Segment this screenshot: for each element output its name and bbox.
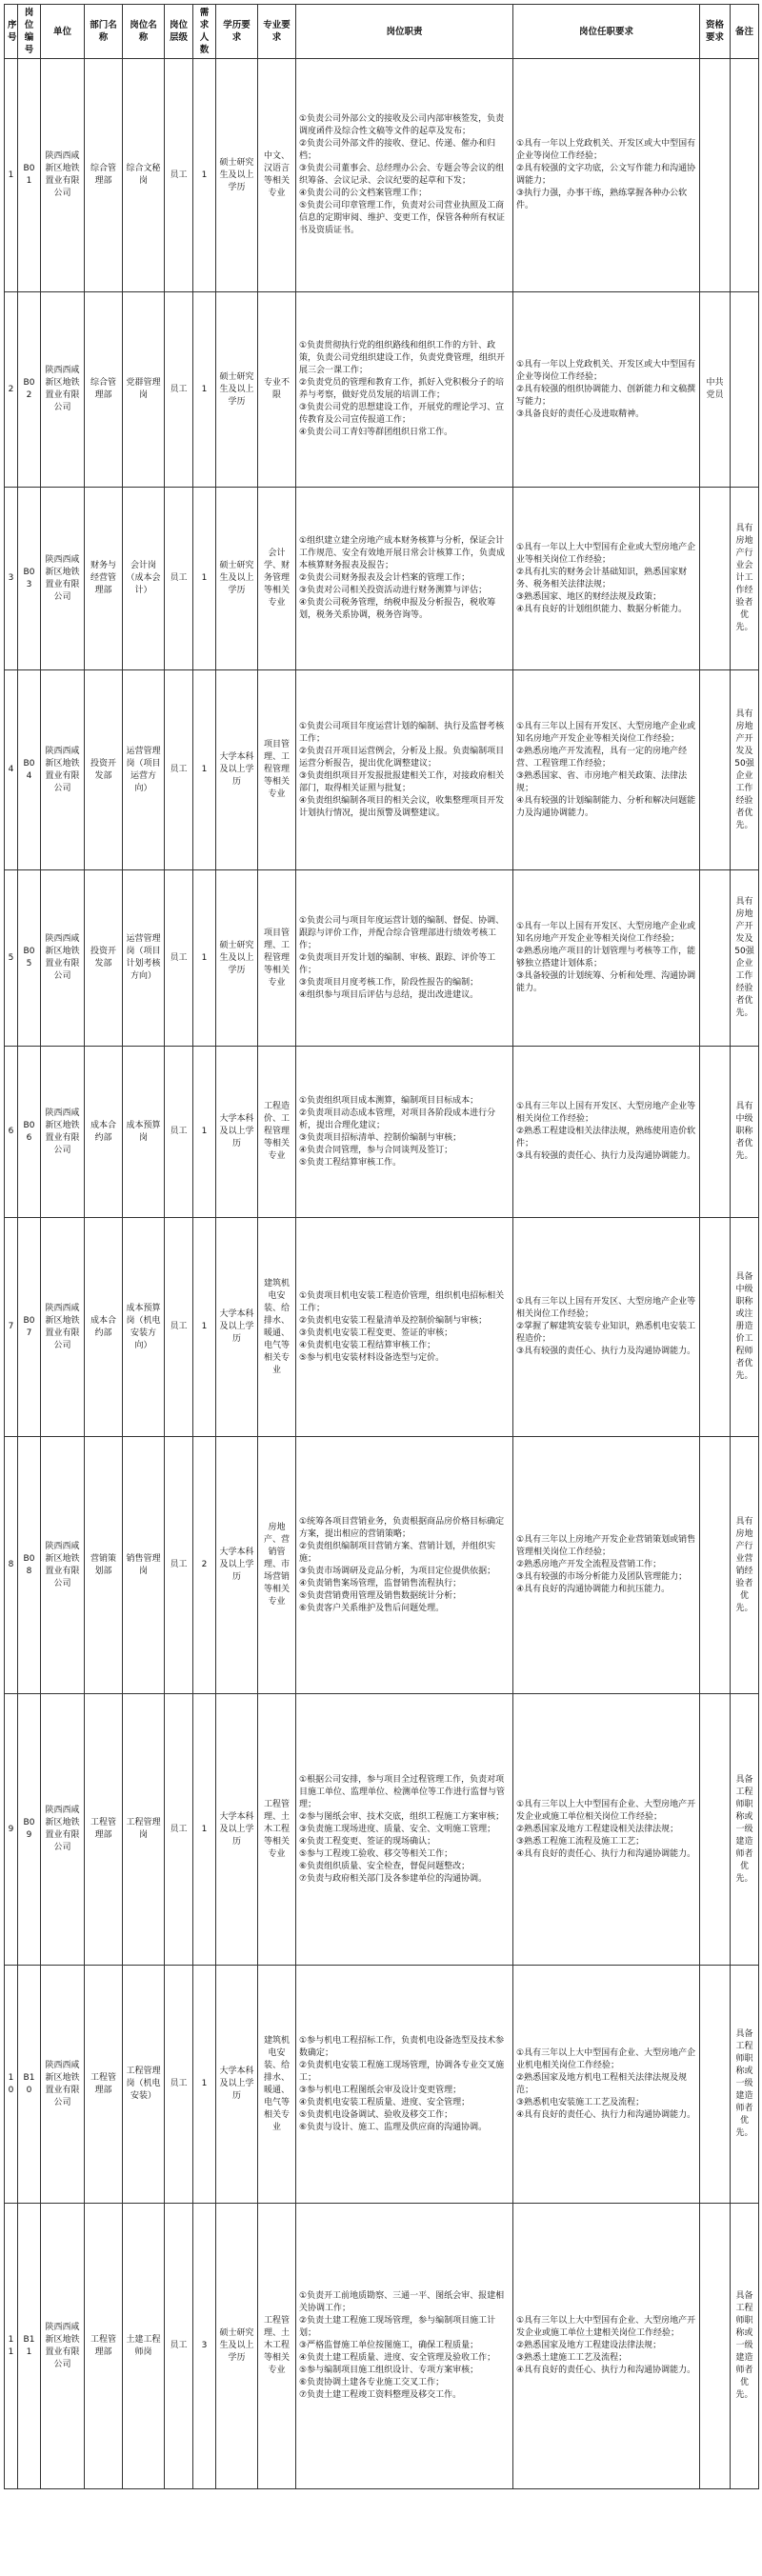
cell-level: 员工 <box>165 1694 193 1966</box>
cell-code: B10 <box>18 1966 41 2204</box>
cell-cert <box>700 670 731 870</box>
cell-code: B04 <box>18 670 41 870</box>
cell-edu: 硕士研究生及以上学历 <box>216 59 258 292</box>
cell-unit: 陕西西咸新区地铁置业有限公司 <box>41 292 85 488</box>
cell-seq: 9 <box>5 1694 18 1966</box>
cell-post: 工程管理岗（机电安装） <box>123 1966 165 2204</box>
cell-cert <box>700 870 731 1047</box>
cell-unit: 陕西西咸新区地铁置业有限公司 <box>41 1966 85 2204</box>
cell-cert <box>700 488 731 670</box>
cell-dept: 投资开发部 <box>85 670 123 870</box>
cell-qual: ①具有一年以上大中型国有企业或大型房地产企业等相关岗位工作经验； ②具有扎实的财务会计基础知识，熟悉国家财务、税务相关法律法规； ③熟悉国家、地区的财经法规及政策； ④具有良好的计划组织能力、数据分析能力。 <box>513 488 700 670</box>
cell-num: 1 <box>193 292 216 488</box>
cell-code: B11 <box>18 2204 41 2489</box>
cell-note: 具有房地产行业营销经验者优先。 <box>731 1437 759 1694</box>
cell-level: 员工 <box>165 670 193 870</box>
cell-post: 销售管理岗 <box>123 1437 165 1694</box>
cell-note: 具备工程师职称或一级建造师者优先。 <box>731 1694 759 1966</box>
cell-cert <box>700 1966 731 2204</box>
cell-duty: ①参与机电工程招标工作，负责机电设备选型及技术参数确定； ②负责机电安装工程施工现场管理，协调各专业交叉施工； ③参与机电工程图纸会审及设计变更管理； ④负责机电安装工程质量、进度、安全管理； ⑤负责机电设备调试、验收及移交工作； ⑥负责与设计、施工、监理及供应商的沟通协调。 <box>296 1966 513 2204</box>
header-duty: 岗位职责 <box>296 5 513 59</box>
cell-qual: ①具有三年以上大中型国有企业、大型房地产企业机电相关岗位工作经验； ②熟悉国家及地方机电工程相关法律法规及规范； ③熟悉机电安装施工工艺及流程； ④具有良好的责任心、执行力和沟通协调能力。 <box>513 1966 700 2204</box>
cell-major: 建筑机电安装、给排水、暖通、电气等相关专业 <box>258 1218 296 1437</box>
cell-seq: 2 <box>5 292 18 488</box>
cell-unit: 陕西西咸新区地铁置业有限公司 <box>41 1047 85 1218</box>
cell-level: 员工 <box>165 1047 193 1218</box>
cell-qual: ①具有一年以上党政机关、开发区或大中型国有企业等岗位工作经验； ②具有较强的文字功底，公文写作能力和沟通协调能力； ③执行力强，办事干练，熟练掌握各种办公软件。 <box>513 59 700 292</box>
cell-code: B02 <box>18 292 41 488</box>
cell-dept: 综合管理部 <box>85 59 123 292</box>
cell-num: 3 <box>193 2204 216 2489</box>
cell-qual: ①具有三年以上国有开发区、大型房地产企业等相关岗位工作经验； ②掌握了解建筑安装专业知识，熟悉机电安装工程造价； ③具有较强的责任心、执行力及沟通协调能力。 <box>513 1218 700 1437</box>
cell-dept: 营销策划部 <box>85 1437 123 1694</box>
cell-seq: 7 <box>5 1218 18 1437</box>
cell-post: 综合文秘岗 <box>123 59 165 292</box>
cell-edu: 大学本科及以上学历 <box>216 670 258 870</box>
cell-seq: 4 <box>5 670 18 870</box>
cell-duty: ①负责项目机电安装工程造价管理，组织机电招标相关工作； ②负责机电安装工程量清单及控制价编制与审核； ③负责机电安装工程变更、签证的审核； ④负责机电安装工程结算审核工作； ⑤参与机电安装材料设备选型与定价。 <box>296 1218 513 1437</box>
cell-duty: ①负责公司与项目年度运营计划的编制、督促、协调、跟踪与评价工作，并配合综合管理部进行绩效考核工作； ②负责项目开发计划的编制、审核、跟踪、评价等工作； ③负责项目月度考核工作，阶段性报告的编制； ④组织参与项目后评估与总结，提出改进建议。 <box>296 870 513 1047</box>
cell-cert <box>700 1047 731 1218</box>
cell-unit: 陕西西咸新区地铁置业有限公司 <box>41 870 85 1047</box>
cell-note <box>731 59 759 292</box>
table-row <box>5 1694 759 1966</box>
cell-edu: 大学本科及以上学历 <box>216 1047 258 1218</box>
cell-level: 员工 <box>165 2204 193 2489</box>
cell-num: 1 <box>193 1218 216 1437</box>
cell-cert: 中共党员 <box>700 292 731 488</box>
cell-code: B06 <box>18 1047 41 1218</box>
cell-duty: ①负责组织项目成本测算，编制项目目标成本； ②负责项目动态成本管理，对项目各阶段成本进行分析，提出合理化建议； ③负责项目招标清单、控制价编制与审核； ④负责合同管理，参与合同谈判及签订； ⑤负责工程结算审核工作。 <box>296 1047 513 1218</box>
cell-dept: 成本合约部 <box>85 1047 123 1218</box>
cell-post: 土建工程师岗 <box>123 2204 165 2489</box>
table-row <box>5 488 759 670</box>
cell-edu: 大学本科及以上学历 <box>216 1218 258 1437</box>
cell-post: 成本预算岗 <box>123 1047 165 1218</box>
cell-num: 1 <box>193 488 216 670</box>
cell-seq: 6 <box>5 1047 18 1218</box>
cell-qual: ①具有三年以上国有开发区、大型房地产企业等相关岗位工作经验； ②熟悉工程建设相关法律法规，熟练使用造价软件； ③具有较强的责任心、执行力及沟通协调能力。 <box>513 1047 700 1218</box>
cell-note: 具备工程师职称或一级建造师者优先。 <box>731 2204 759 2489</box>
header-unit: 单位 <box>41 5 85 59</box>
cell-post: 党群管理岗 <box>123 292 165 488</box>
cell-duty: ①根据公司安排，参与项目全过程管理工作，负责对项目施工单位、监理单位、检测单位等工作进行监督与管理； ②参与图纸会审、技术交底，组织工程施工方案审核； ③负责施工现场进度、质量、安全、文明施工管理； ④负责工程变更、签证的现场确认； ⑤参与工程竣工验收、移交等相关工作； ⑥负责组织质量、安全检查，督促问题整改； ⑦负责与政府相关部门及各参建单位的沟通协调。 <box>296 1694 513 1966</box>
cell-note <box>731 292 759 488</box>
cell-num: 2 <box>193 1437 216 1694</box>
header-major: 专业要求 <box>258 5 296 59</box>
cell-level: 员工 <box>165 59 193 292</box>
cell-unit: 陕西西咸新区地铁置业有限公司 <box>41 2204 85 2489</box>
header-qual: 岗位任职要求 <box>513 5 700 59</box>
cell-unit: 陕西西咸新区地铁置业有限公司 <box>41 1437 85 1694</box>
cell-post: 成本预算岗（机电安装方向） <box>123 1218 165 1437</box>
cell-major: 工程造价、工程管理等相关专业 <box>258 1047 296 1218</box>
cell-edu: 硕士研究生及以上学历 <box>216 2204 258 2489</box>
cell-level: 员工 <box>165 1437 193 1694</box>
header-cert: 资格要求 <box>700 5 731 59</box>
cell-edu: 硕士研究生及以上学历 <box>216 870 258 1047</box>
cell-code: B08 <box>18 1437 41 1694</box>
table-row <box>5 1218 759 1437</box>
cell-major: 专业不限 <box>258 292 296 488</box>
table-row <box>5 292 759 488</box>
cell-unit: 陕西西咸新区地铁置业有限公司 <box>41 670 85 870</box>
cell-edu: 大学本科及以上学历 <box>216 1966 258 2204</box>
table-row <box>5 1047 759 1218</box>
cell-duty: ①负责贯彻执行党的组织路线和组织工作的方针、政策，负责公司党组织建设工作，负责党费管理，组织开展三会一课工作； ②负责党员的管理和教育工作，抓好入党积极分子的培养与考察，做好党员发展的培训工作； ③负责公司党的思想建设工作，开展党的理论学习、宣传教育及公司宣传报道工作； ④负责公司工青妇等群团组织日常工作。 <box>296 292 513 488</box>
cell-major: 工程管理、土木工程等相关专业 <box>258 1694 296 1966</box>
cell-code: B09 <box>18 1694 41 1966</box>
cell-post: 会计岗（成本会计） <box>123 488 165 670</box>
cell-seq: 11 <box>5 2204 18 2489</box>
cell-post: 工程管理岗 <box>123 1694 165 1966</box>
table-row <box>5 1966 759 2204</box>
cell-post: 运营管理岗（项目运营方向） <box>123 670 165 870</box>
cell-seq: 3 <box>5 488 18 670</box>
cell-duty: ①统筹各项目营销业务，负责根据商品房价格目标确定方案，提出相应的营销策略； ②负责组织编制项目营销方案、营销计划，并组织实施； ③负责市场调研及竞品分析，为项目定位提供依据； ④负责销售案场管理，监督销售流程执行； ⑤负责营销费用管理及销售数据统计分析； ⑥负责客户关系维护及售后问题处理。 <box>296 1437 513 1694</box>
cell-edu: 大学本科及以上学历 <box>216 1437 258 1694</box>
cell-code: B03 <box>18 488 41 670</box>
header-seq: 序号 <box>5 5 18 59</box>
cell-qual: ①具有三年以上国有开发区、大型房地产企业或知名房地产开发企业等相关岗位工作经验； ②熟悉房地产开发流程，具有一定的房地产经营、工程管理工作经验； ③熟悉国家、省、市房地产相关政策、法律法规； ④具有较强的计划编制能力、分析和解决问题能力及沟通协调能力。 <box>513 670 700 870</box>
cell-dept: 财务与经营管理部 <box>85 488 123 670</box>
cell-num: 1 <box>193 1694 216 1966</box>
table-header-row <box>5 5 759 59</box>
header-code: 岗位编号 <box>18 5 41 59</box>
header-note: 备注 <box>731 5 759 59</box>
cell-qual: ①具有一年以上国有开发区、大型房地产企业或知名房地产开发企业等相关岗位工作经验； ②熟悉房地产项目的计划管理与考核等工作，能够独立搭建计划体系； ③具备较强的计划统筹、分析和处理、沟通协调能力。 <box>513 870 700 1047</box>
cell-unit: 陕西西咸新区地铁置业有限公司 <box>41 59 85 292</box>
header-dept: 部门名称 <box>85 5 123 59</box>
cell-level: 员工 <box>165 488 193 670</box>
table-row <box>5 1437 759 1694</box>
recruitment-table <box>4 4 759 2489</box>
cell-seq: 1 <box>5 59 18 292</box>
cell-dept: 综合管理部 <box>85 292 123 488</box>
header-num: 需求人数 <box>193 5 216 59</box>
cell-dept: 投资开发部 <box>85 870 123 1047</box>
cell-cert <box>700 1218 731 1437</box>
cell-dept: 工程管理部 <box>85 1966 123 2204</box>
table-row <box>5 670 759 870</box>
cell-num: 1 <box>193 1966 216 2204</box>
cell-dept: 工程管理部 <box>85 2204 123 2489</box>
cell-unit: 陕西西咸新区地铁置业有限公司 <box>41 1694 85 1966</box>
table-row <box>5 59 759 292</box>
cell-qual: ①具有三年以上大中型国有企业、大型房地产开发企业或施工单位土建相关岗位工作经验； ②熟悉国家及地方工程建设法律法规； ③熟悉土建施工工艺及流程； ④具有良好的责任心、执行力和沟通协调能力。 <box>513 2204 700 2489</box>
cell-note: 具备工程师职称或一级建造师者优先。 <box>731 1966 759 2204</box>
cell-code: B07 <box>18 1218 41 1437</box>
cell-duty: ①组织建立建全房地产成本财务核算与分析，保证会计工作规范、安全有效地开展日常会计核算工作，负责成本核算财务报表及报告； ②负责公司财务报表及会计档案的管理工作； ③负责对公司相关投资活动进行财务测算与评估； ④负责公司税务管理，纳税申报及分析报告，税收筹划，税务关系协调，税务咨询等。 <box>296 488 513 670</box>
cell-code: B01 <box>18 59 41 292</box>
cell-cert <box>700 1694 731 1966</box>
cell-duty: ①负责开工前地质勘察、三通一平、图纸会审、报建相关协调工作； ②负责土建工程施工现场管理，参与编制项目施工计划； ③严格监督施工单位按图施工，确保工程质量； ④负责土建工程质量、进度、安全管理及验收工作； ⑤参与编制项目施工组织设计、专项方案审核； ⑥负责协调土建各专业施工交叉工作； ⑦负责土建工程竣工资料整理及移交工作。 <box>296 2204 513 2489</box>
cell-major: 会计学、财务管理等相关专业 <box>258 488 296 670</box>
cell-seq: 8 <box>5 1437 18 1694</box>
cell-seq: 5 <box>5 870 18 1047</box>
cell-dept: 工程管理部 <box>85 1694 123 1966</box>
cell-num: 1 <box>193 1047 216 1218</box>
cell-major: 工程管理、土木工程等相关专业 <box>258 2204 296 2489</box>
cell-num: 1 <box>193 870 216 1047</box>
cell-level: 员工 <box>165 870 193 1047</box>
cell-cert <box>700 2204 731 2489</box>
header-level: 岗位层级 <box>165 5 193 59</box>
cell-level: 员工 <box>165 1218 193 1437</box>
cell-unit: 陕西西咸新区地铁置业有限公司 <box>41 1218 85 1437</box>
cell-note: 具有房地产开发及50强企业工作经验者优先。 <box>731 870 759 1047</box>
cell-note: 具备中级职称或注册造价工程师者优先。 <box>731 1218 759 1437</box>
cell-level: 员工 <box>165 292 193 488</box>
cell-qual: ①具有三年以上大中型国有企业、大型房地产开发企业或施工单位相关岗位工作经验； ②熟悉国家及地方工程建设相关法律法规； ③熟悉工程施工流程及施工工艺； ④具有良好的责任心、执行力和沟通协调能力。 <box>513 1694 700 1966</box>
cell-edu: 硕士研究生及以上学历 <box>216 488 258 670</box>
cell-qual: ①具有三年以上房地产开发企业营销策划或销售管理相关岗位工作经验； ②熟悉房地产开发全流程及营销工作； ③具有较强的市场分析能力及团队管理能力； ④具有良好的沟通协调能力和抗压能力。 <box>513 1437 700 1694</box>
cell-duty: ①负责公司项目年度运营计划的编制、执行及监督考核工作； ②负责召开项目运营例会，分析及上报。负责编制项目运营分析报告，提出优化调整建议； ③负责组织项目开发报批报建相关工作，对接政府相关部门，取得相关证照与批复； ④负责组织编制各项目的相关会议，收集整理项目开发计划执行情况，提出预警及调整建议。 <box>296 670 513 870</box>
table-row <box>5 870 759 1047</box>
cell-edu: 硕士研究生及以上学历 <box>216 292 258 488</box>
cell-major: 项目管理、工程管理等相关专业 <box>258 670 296 870</box>
cell-code: B05 <box>18 870 41 1047</box>
cell-major: 中文、汉语言等相关专业 <box>258 59 296 292</box>
cell-major: 房地产、营销管理、市场营销等相关专业 <box>258 1437 296 1694</box>
cell-seq: 10 <box>5 1966 18 2204</box>
table-row <box>5 2204 759 2489</box>
cell-num: 1 <box>193 670 216 870</box>
cell-duty: ①负责公司外部公文的接收及公司内部审核签发，负责调度函件及综合性文稿等文件的起草及发布； ②负责公司外部文件的接收、登记、传递、催办和归档； ③负责公司董事会、总经理办公会、专题会等会议的组织筹备、会议记录、会议纪要的起草和下发； ④负责公司的公文档案管理工作； ⑤负责公司印章管理工作，负责对公司营业执照及工商信息的定期审阅、维护、变更工作，保管各种所有权证书及资质证书。 <box>296 59 513 292</box>
cell-note: 具有房地产行业会计工作经验者优先。 <box>731 488 759 670</box>
header-edu: 学历要求 <box>216 5 258 59</box>
header-post: 岗位名称 <box>123 5 165 59</box>
cell-note: 具有中级职称者优先。 <box>731 1047 759 1218</box>
cell-dept: 成本合约部 <box>85 1218 123 1437</box>
cell-major: 项目管理、工程管理等相关专业 <box>258 870 296 1047</box>
cell-qual: ①具有一年以上党政机关、开发区或大中型国有企业等岗位工作经验； ②具有较强的组织协调能力、创新能力和文稿撰写能力； ③具备良好的责任心及进取精神。 <box>513 292 700 488</box>
cell-unit: 陕西西咸新区地铁置业有限公司 <box>41 488 85 670</box>
cell-cert <box>700 59 731 292</box>
cell-num: 1 <box>193 59 216 292</box>
cell-post: 运营管理岗（项目计划考核方向） <box>123 870 165 1047</box>
cell-note: 具有房地产开发及50强企业工作经验者优先。 <box>731 670 759 870</box>
cell-level: 员工 <box>165 1966 193 2204</box>
cell-cert <box>700 1437 731 1694</box>
cell-major: 建筑机电安装、给排水、暖通、电气等相关专业 <box>258 1966 296 2204</box>
cell-edu: 大学本科及以上学历 <box>216 1694 258 1966</box>
